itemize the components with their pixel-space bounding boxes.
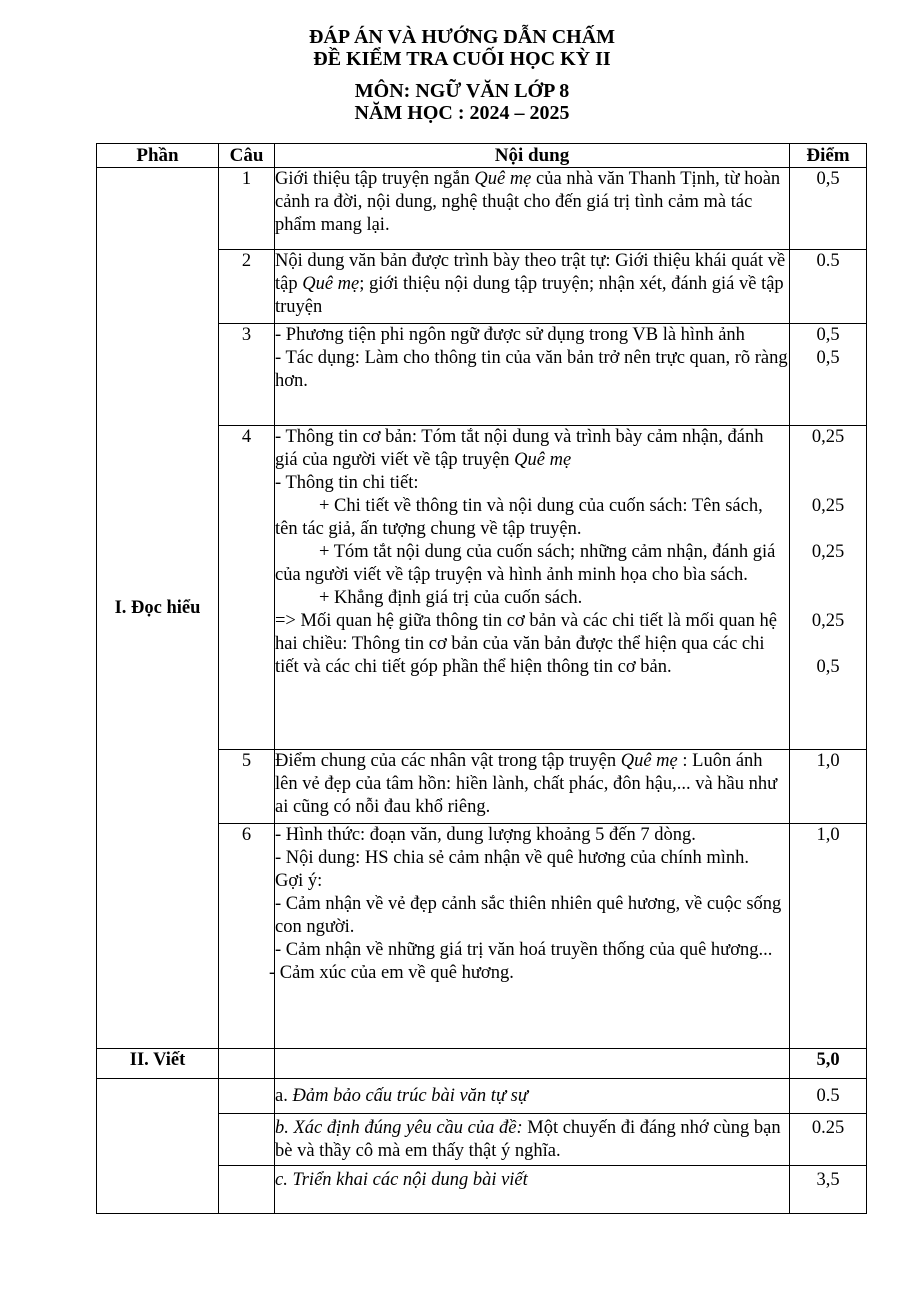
score-value: 0,25 bbox=[811, 427, 845, 447]
answer-text: b. Xác định đúng yêu cầu của đề: bbox=[275, 1118, 523, 1138]
title-line-3: MÔN: NGỮ VĂN LỚP 8 bbox=[354, 80, 570, 102]
score-value: 0,25 bbox=[811, 496, 845, 516]
table-row bbox=[97, 1049, 867, 1079]
answer-content: c. Triển khai các nội dung bài viết bbox=[275, 1166, 790, 1214]
answer-text: Giới thiệu tập truyện ngắn bbox=[275, 169, 475, 189]
answer-text: Một chuyến đi đáng nhớ cùng bạn bè và thầy cô mà em thấy thật ý nghĩa. bbox=[275, 1118, 781, 1161]
title-line-4: NĂM HỌC : 2024 – 2025 bbox=[354, 102, 570, 124]
document-title-block bbox=[0, 26, 924, 124]
score-value: 0.5 bbox=[790, 250, 867, 324]
header-score: Điểm bbox=[790, 144, 867, 168]
answer-text: - Cảm nhận về vẻ đẹp cảnh sắc thiên nhiên quê hương, về cuộc sống con người. bbox=[275, 894, 782, 937]
answer-content bbox=[275, 168, 790, 250]
answer-text: Gợi ý: bbox=[275, 871, 323, 891]
header-question: Câu bbox=[219, 144, 275, 168]
answer-text: - Tác dụng: Làm cho thông tin của văn bản trở nên trực quan, rõ ràng hơn. bbox=[275, 348, 788, 391]
answer-content bbox=[275, 750, 790, 824]
answer-text: => Mối quan hệ giữa thông tin cơ bản và các chi tiết là mối quan hệ hai chiều: Thông tin cơ bản của văn bản được thể hiện qua các chi tiết và các chi tiết góp phần thể hiện thông tin cơ bản. bbox=[275, 611, 778, 677]
score-value: 1,0 bbox=[790, 750, 867, 824]
answer-text: - Cảm xúc của em về quê hương. bbox=[269, 963, 514, 983]
answer-text: - Thông tin cơ bản: Tóm tắt nội dung và trình bày cảm nhận, đánh giá của người viết về tập truyện bbox=[275, 427, 764, 470]
header-row bbox=[97, 144, 867, 168]
question-number: 2 bbox=[219, 250, 275, 324]
section-writing-label: II. Viết bbox=[97, 1049, 219, 1079]
score-value: 0.5 bbox=[790, 1079, 867, 1114]
answer-content bbox=[275, 426, 790, 750]
title-line-2: ĐỀ KIỂM TRA CUỐI HỌC KỲ II bbox=[313, 48, 611, 70]
answer-content bbox=[275, 324, 790, 426]
answer-content bbox=[275, 250, 790, 324]
score-value: 0,25 bbox=[811, 611, 845, 631]
answer-text: - Cảm nhận về những giá trị văn hoá truyền thống của quê hương... bbox=[275, 940, 773, 960]
answer-text: - Phương tiện phi ngôn ngữ được sử dụng trong VB là hình ảnh bbox=[275, 325, 745, 345]
answer-text: a. bbox=[275, 1085, 293, 1106]
book-title-italic: Quê mẹ bbox=[620, 751, 678, 771]
answer-content bbox=[275, 1079, 790, 1114]
score-value: 5,0 bbox=[790, 1049, 867, 1079]
grading-table bbox=[96, 143, 867, 1214]
answer-content bbox=[269, 824, 790, 1049]
book-title-italic: Quê mẹ bbox=[474, 169, 532, 189]
question-number: 6 bbox=[219, 824, 275, 1049]
question-number: 1 bbox=[219, 168, 275, 250]
answer-content bbox=[275, 1114, 790, 1166]
answer-text: - Nội dung: HS chia sẻ cảm nhận về quê hương của chính mình. bbox=[275, 848, 749, 868]
question-number: 3 bbox=[219, 324, 275, 426]
answer-subpoint: + Khẳng định giá trị của cuốn sách. bbox=[319, 588, 583, 608]
answer-text: Điểm chung của các nhân vật trong tập truyện bbox=[275, 751, 621, 771]
answer-text: : Luôn ánh lên vẻ đẹp của tâm hồn: hiền lành, chất phác, đôn hậu,... và hầu như ai cũng có nỗi đau khổ riêng. bbox=[275, 751, 778, 817]
score-value: 0,5 bbox=[790, 168, 867, 250]
table-row bbox=[97, 1079, 867, 1114]
score-value: 0,5 bbox=[816, 325, 840, 345]
score-value: 0,5 bbox=[816, 657, 840, 677]
question-number: 4 bbox=[219, 426, 275, 750]
header-part: Phần bbox=[97, 144, 219, 168]
score-cell bbox=[790, 324, 867, 426]
title-line-1: ĐÁP ÁN VÀ HƯỚNG DẪN CHẤM bbox=[308, 26, 616, 48]
book-title-italic: Quê mẹ bbox=[302, 274, 360, 294]
answer-text: - Hình thức: đoạn văn, dung lượng khoảng 5 đến 7 dòng. bbox=[275, 825, 696, 845]
score-value: 1,0 bbox=[790, 824, 867, 1049]
question-number: 5 bbox=[219, 750, 275, 824]
answer-text: Đảm bảo cấu trúc bài văn tự sự bbox=[292, 1085, 528, 1106]
score-value: 0,25 bbox=[811, 542, 845, 562]
answer-text bbox=[275, 426, 789, 472]
answer-text: ; giới thiệu nội dung tập truyện; nhận xét, đánh giá về tập truyện bbox=[275, 274, 784, 317]
answer-subpoint: + Tóm tắt nội dung của cuốn sách; những cảm nhận, đánh giá của người viết về tập truyện và hình ảnh minh họa cho bìa sách. bbox=[275, 542, 776, 585]
answer-text: Nội dung văn bản được trình bày theo trật tự: Giới thiệu khái quát về tập bbox=[275, 251, 786, 294]
section-reading-label: I. Đọc hiểu bbox=[97, 168, 219, 1049]
answer-subpoint: + Chi tiết về thông tin và nội dung của cuốn sách: Tên sách, tên tác giả, ấn tượng chung về tập truyện. bbox=[275, 496, 763, 539]
score-value: 3,5 bbox=[790, 1166, 867, 1214]
score-cell bbox=[790, 426, 867, 750]
score-value: 0,5 bbox=[816, 348, 840, 368]
book-title-italic: Quê mẹ bbox=[514, 450, 572, 470]
table-row bbox=[97, 168, 867, 250]
answer-text: - Thông tin chi tiết: bbox=[275, 473, 419, 493]
header-content: Nội dung bbox=[275, 144, 790, 168]
answer-text: của nhà văn Thanh Tịnh, từ hoàn cảnh ra đời, nội dung, nghệ thuật cho đến giá trị tình cảm mà tác phẩm mang lại. bbox=[275, 169, 781, 235]
score-value: 0.25 bbox=[790, 1114, 867, 1166]
